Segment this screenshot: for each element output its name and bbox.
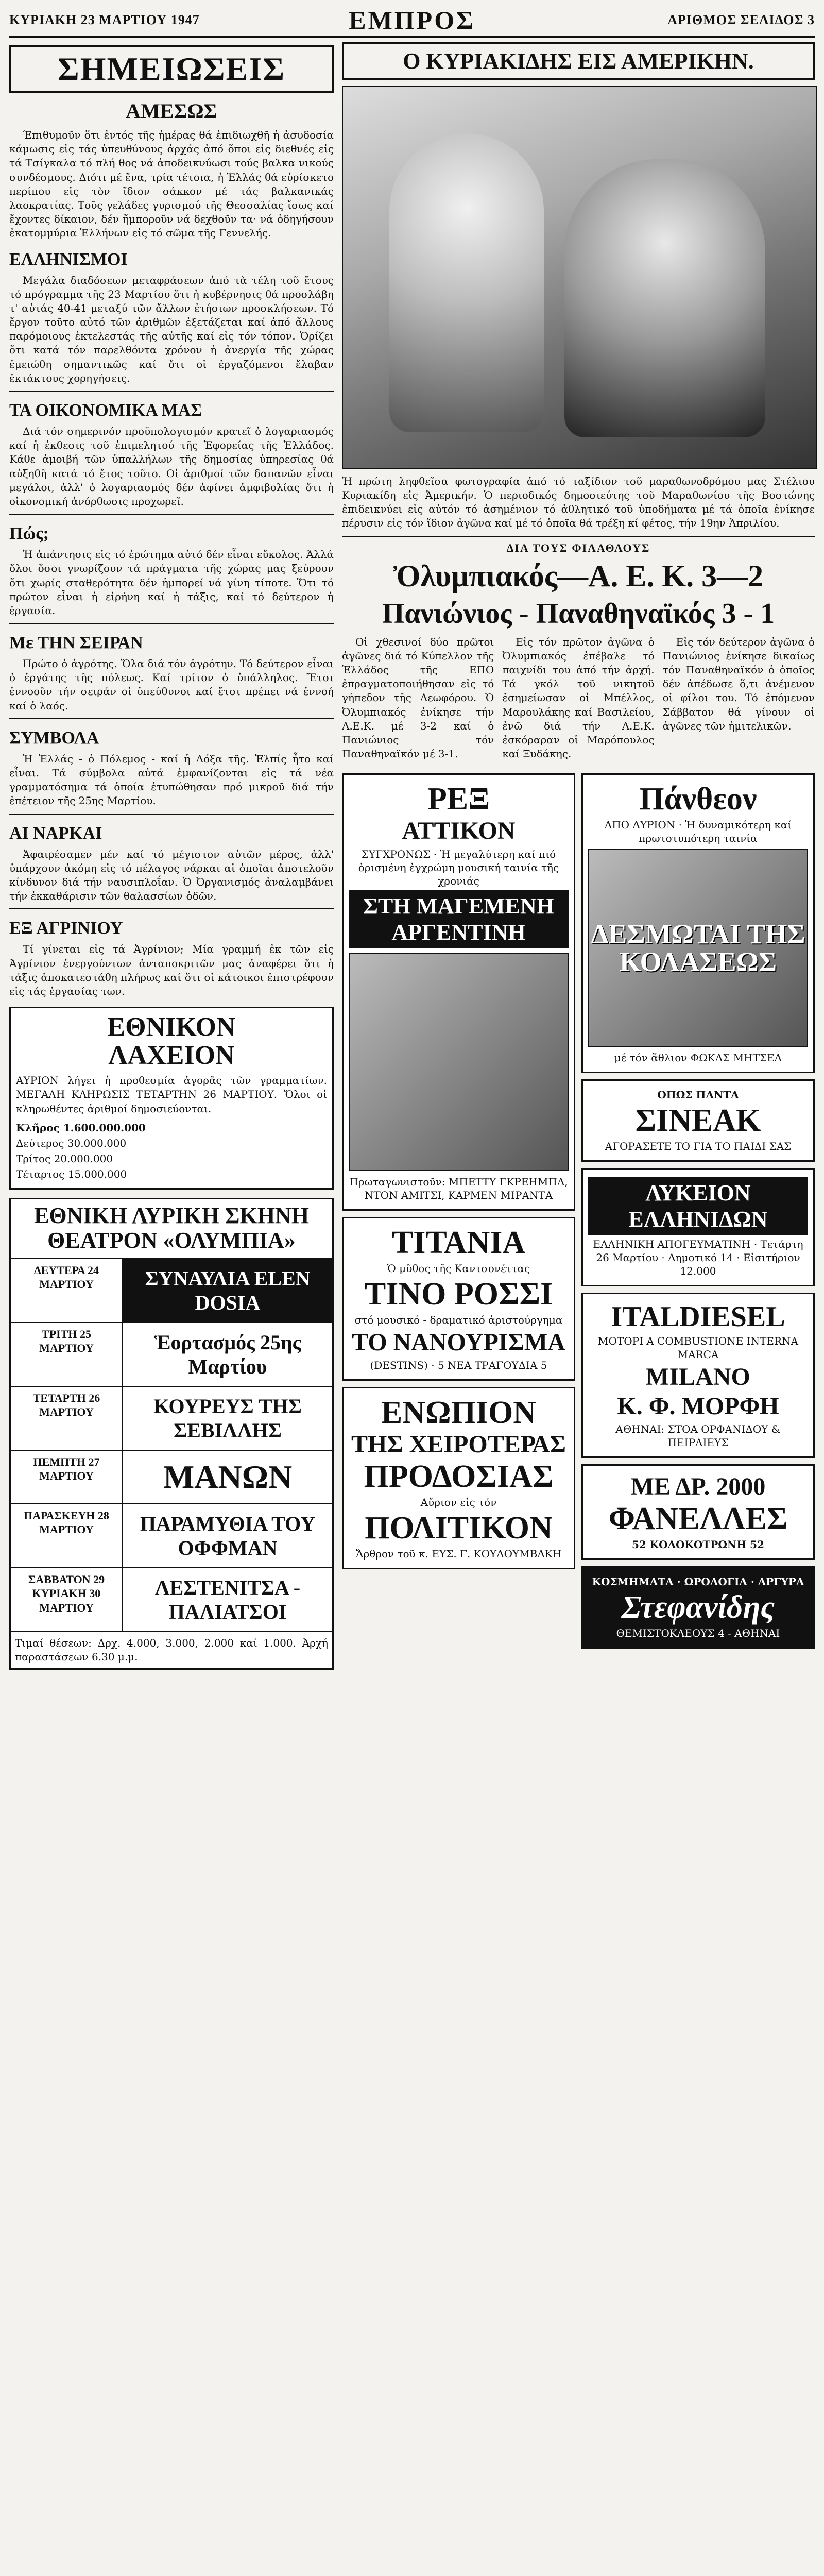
morphi-title: Κ. Φ. ΜΟΡΦΗ xyxy=(617,1392,779,1420)
note-text: Ἡ Ἑλλάς - ὁ Πόλεμος - καί ἡ Δόξα τῆς. Ἐλπίς ἦτο καί εἶναι. Τά σύμβολα αὐτά ἐμφανίζονται εἰς τά νέα γραμματόσημα τά ὁποία ἐτυπώθησαν πρό μικροῦ διά τήν ἐπέτειον τῆς 25ης Μαρτίου. xyxy=(9,752,334,807)
schedule-day: ΣΑΒΒΑΤΟΝ 29 ΚΥΡΙΑΚΗ 30 ΜΑΡΤΙΟΥ xyxy=(11,1568,123,1631)
titania-cinema-ad xyxy=(342,1217,575,1381)
opera-title: ΕΘΝΙΚΗ ΛΥΡΙΚΗ ΣΚΗΝΗ ΘΕΑΤΡΟΝ «ΟΛΥΜΠΙΑ» xyxy=(11,1199,332,1259)
italdiesel-title: ITALDIESEL xyxy=(611,1301,785,1333)
desmotai-title: ΔΕΣΜΩΤΑΙ ΤΗΣ ΚΟΛΑΣΕΩΣ xyxy=(591,919,805,978)
enosi-t3: ΠΡΟΔΟΣΙΑΣ xyxy=(364,1459,554,1495)
jewel-title: ΚΟΣΜΗΜΑΤΑ · ΩΡΟΛΟΓΙΑ · ΑΡΓΥΡΑ xyxy=(592,1575,804,1588)
tino-sub: στό μουσικό - δραματικό ἀριστούργημα xyxy=(354,1313,563,1326)
flannel-title: ΦΑΝΕΛΛΕΣ xyxy=(608,1501,788,1537)
enosi-t1: ΕΝΩΠΙΟΝ xyxy=(381,1395,537,1431)
note-heading: ΕΞ ΑΓΡΙΝΙΟΥ xyxy=(9,919,123,938)
schedule-row xyxy=(11,1504,332,1568)
jewel-brand: Στεφανίδης xyxy=(621,1590,775,1625)
ads-column-left xyxy=(342,773,575,1649)
photo-caption: Ἡ πρώτη ληφθεῖσα φωτογραφία ἀπό τό ταξίδιον τοῦ μαραθωνοδρόμου μας Στέλιου Κυριακίδη εἰς Ἀμερικήν. Ὁ περιοδικός δημοσιεύτης τοῦ Μαραθωνίου τῆς Βοστώνης ἐπιδεικνύει εἰς αὐτόν τό ἀσημένιον τό ἀθλητικό τοῦ ὑποδήματα μέ τά ὁποῖα ἐνίκησε πέρυσιν εἰς τόν ἴδιον ἀγῶνα καί μέ τό ὁποῖα θά τρέξη κί φέτος, τήν 19ην Ἀπριλίου. xyxy=(342,475,815,529)
schedule-day: ΤΡΙΤΗ 25 ΜΑΡΤΙΟΥ xyxy=(11,1323,123,1386)
enosi-t6: Ἄρθρον τοῦ κ. ΕΥΣ. Γ. ΚΟΥΛΟΥΜΒΑΚΗ xyxy=(355,1548,562,1561)
italdiesel-ad xyxy=(581,1293,815,1458)
schedule-day: ΤΕΤΑΡΤΗ 26 ΜΑΡΤΙΟΥ xyxy=(11,1387,123,1450)
opera-footer: Τιμαί θέσεων: Δρχ. 4.000, 3.000, 2.000 καί 1.000. Ἀρχή παραστάσεων 6.30 μ.μ. xyxy=(15,1636,328,1663)
rex-sub: ΑΤΤΙΚΟΝ xyxy=(402,817,516,845)
divider xyxy=(9,908,334,909)
masthead: ΕΜΠΡΟΣ xyxy=(349,6,475,35)
schedule-work: ΚΟΥΡΕΥΣ ΤΗΣ ΣΕΒΙΛΛΗΣ xyxy=(153,1394,302,1442)
sineak-ad xyxy=(581,1079,815,1162)
schedule-day: ΠΑΡΑΣΚΕΥΗ 28 ΜΑΡΤΙΟΥ xyxy=(11,1504,123,1567)
enosi-t4: Αὔριον εἰς τόν xyxy=(420,1496,497,1509)
opera-schedule xyxy=(9,1198,334,1670)
sport-headline: Πανιώνιος - Παναθηναϊκός 3 - 1 xyxy=(382,598,775,630)
schedule-work: Ἑορτασμός 25ης Μαρτίου xyxy=(154,1330,301,1378)
sineak-top: ΟΠΩΣ ΠΑΝΤΑ xyxy=(657,1089,739,1101)
flannel-ad xyxy=(581,1464,815,1560)
jewel-addr: ΘΕΜΙΣΤΟΚΛΕΟΥΣ 4 - ΑΘΗΝΑΙ xyxy=(616,1627,780,1640)
rex-title: ΡΕΞ xyxy=(427,782,490,817)
photo-figure xyxy=(389,133,544,432)
photo-figure xyxy=(564,159,765,437)
sport-text: Οἱ χθεσινοί δύο πρῶτοι ἀγῶνες διά τό Κύπελλον τῆς Ἑλλάδος τῆς ΕΠΟ ἐπραγματοποιήθησαν εἰς τό γήπεδον τῆς Λεωφόρου. Ὁ Ὀλυμπιακός ἐνίκησε τήν Α.Ε.Κ. μέ 3-2 καί ὁ Πανιώνιος τόν Παναθηναϊκόν μέ 3-1. xyxy=(342,635,494,760)
lottery-ad xyxy=(9,1007,334,1190)
lottery-title-2: ΛΑΧΕΙΟΝ xyxy=(108,1040,235,1070)
lykeion-title: ΛΥΚΕΙΟΝ ΕΛΛΗΝΙΔΩΝ xyxy=(588,1177,808,1235)
note-text: Διά τόν σημερινόν προϋπολογισμόν κρατεῖ ὁ λογαριασμός καί ἡ ἐκθεσις τοῦ ἐπιμελητού τῆς Ἐφορείας τῆς Ἑλλάδος. Κάθε ἀμοιβή τῶν ὑπαλλήλων τῆς δημοσίας ὑπηρεσίας θά αὐξηθῆ κατά τό ἔτος τοῦτο. Οἱ ἀριθμοί τῶν δαπανῶν εἶναι μεγάλοι, ἀλλ' ὁ λογαριασμός δέν ἀφίνει ἀμφιβολίας ὅτι ἡ οἰκονομική ἀνόρθωσις προχωρεῖ. xyxy=(9,425,334,507)
jewel-ad xyxy=(581,1566,815,1649)
notes-column xyxy=(9,42,334,1670)
schedule-row xyxy=(11,1568,332,1632)
note-heading: ΤΑ ΟΙΚΟΝΟΜΙΚΑ ΜΑΣ xyxy=(9,401,202,420)
morphi-sub: ΑΘΗΝΑΙ: ΣΤΟΑ ΟΡΦΑΝΙΔΟΥ & ΠΕΙΡΑΙΕΥΣ xyxy=(615,1423,781,1449)
rex-cinema-ad xyxy=(342,773,575,1210)
schedule-row xyxy=(11,1259,332,1323)
pantheon-title: Πάνθεον xyxy=(639,782,757,817)
lykeion-sub: ΕΛΛΗΝΙΚΗ ΑΠΟΓΕΥΜΑΤΙΝΗ · Τετάρτη 26 Μαρτίου · Δημοτικό 14 · Εἰσιτήριον 12.000 xyxy=(593,1238,803,1278)
lottery-text: ΑΥΡΙΟΝ λήγει ἡ προθεσμία ἀγορᾶς τῶν γραμματίων. ΜΕΓΑΛΗ ΚΛΗΡΩΣΙΣ ΤΕΤΑΡΤΗΝ 26 ΜΑΡΤΙΟΥ. Ὅλοι οἱ κληρωθέντες ἀριθμοί δημοσιεύονται. xyxy=(16,1074,327,1115)
nanourisma-title: ΤΟ ΝΑΝΟΥΡΙΣΜΑ xyxy=(352,1328,565,1356)
lottery-prize: Τρίτος 20.000.000 xyxy=(16,1152,113,1165)
photo-headline: Ο ΚΥΡΙΑΚΙΔΗΣ ΕΙΣ ΑΜΕΡΙΚΗΝ. xyxy=(342,42,815,80)
rex-photo xyxy=(349,953,569,1171)
schedule-row xyxy=(11,1387,332,1451)
sport-kicker: ΔΙΑ ΤΟΥΣ ΦΙΛΑΘΛΟΥΣ xyxy=(506,541,650,554)
sport-article xyxy=(342,635,815,767)
rex-cast: Πρωταγωνιστοῦν: ΜΠΕΤΤΥ ΓΚΡΕΗΜΠΛ, ΝΤΟΝ ΑΜΙΤΣΙ, ΚΑΡΜΕΝ ΜΙΡΑΝΤΑ xyxy=(349,1175,568,1201)
flannel-price: ΜΕ ΔΡ. 2000 xyxy=(630,1473,766,1501)
divider xyxy=(342,536,815,537)
note-text: Ἀφαιρέσαμεν μέν καί τό μέγιστον αὐτῶν μέρος, ἀλλ' ὑπάρχουν ἀκόμη εἰς τό πέλαγος νάρκαι αἱ ὁποῖαι ἀποτελοῦν κίνδυνον διά τήν ναυσιπλοΐαν. Ὁ Ὀργανισμός ἀναλαμβάνει τήν ἐκκαθάρισιν τῶν θαλασσίων ὁδῶν. xyxy=(9,848,334,903)
rex-text: ΣΥΓΧΡΟΝΩΣ · Ἡ μεγαλύτερη καί πιό ὀρισμένη ἐγχρώμη μουσική ταινία τῆς χρονιάς xyxy=(358,848,559,887)
note-heading: ΕΛΛΗΝΙΣΜΟΙ xyxy=(9,249,128,269)
note-text: Πρώτο ὁ ἀγρότης. Ὅλα διά τόν ἀγρότην. Τό δεύτερον εἶναι ὁ ἐργάτης τῆς πόλεως. Καί τρίτον ὁ ὑπάλληλος. Ἔτσι ἐννοοῦν τήν σειράν οἱ ὑπεύθυνοι καί ἔτσι πρέπει νά ἐννοή καί ὁ λαός. xyxy=(9,657,334,712)
news-photo xyxy=(342,86,817,469)
note-heading: ΣΥΜΒΟΛΑ xyxy=(9,728,99,748)
divider xyxy=(9,391,334,392)
divider xyxy=(9,814,334,815)
schedule-day: ΠΕΜΠΤΗ 27 ΜΑΡΤΙΟΥ xyxy=(11,1451,123,1503)
note-text: Τί γίνεται εἰς τά Ἀγρίνιον; Μία γραμμή ἐκ τῶν εἰς Ἀγρίνιον ἐνεργούντων ἀνταποκριτῶν μας ἀναφέρει ὅτι ἡ τάξις ἀποκατεστάθη πλήρως καί ὅτι οἱ κάτοικοι ἐπιστρέφουν εἰς τάς ἐργασίας των. xyxy=(9,943,334,997)
page-header xyxy=(9,5,815,38)
pantheon-poster xyxy=(588,849,808,1047)
note-text: Μεγάλα διαδόσεων μεταφράσεων ἀπό τὰ τέλη τοῦ ἔτους τό πρόγραμμα τῆς 23 Μαρτίου ὅτι ἡ κυβέρνησις θά προσλάβη τ' αὐτάς 40-41 μεταξύ τῶν ἄλλων ἐτήσιων προσκλήσεων. Τό ἔργον τοῦτο αὐτό τῶν ἀριθμῶν ἐξετάζεται καί ἀπό ἄλλους παρόμοιους ἐκτελεστάς τῆς αὐτῆς καί εἰς τόν τόπον. Ὁρίζει ὅτι κατά τόν παρελθόντα χρόνον ἡ ἀνεργία τῆς χώρας ἐμειώθη σημαντικῶς καί ὅτι οἱ ἐργαζόμενοι ἔλαβαν ἐκτάκτους χορηγήσεις. xyxy=(9,274,334,384)
ads-area xyxy=(342,773,815,1649)
schedule-row xyxy=(11,1323,332,1387)
page-number: ΑΡΙΘΜΟΣ ΣΕΛΙΔΟΣ 3 xyxy=(667,12,815,27)
flannel-addr: 52 ΚΟΛΟΚΟΤΡΩΝΗ 52 xyxy=(631,1538,765,1551)
sport-text: Εἰς τόν πρῶτον ἀγῶνα ὁ Ὀλυμπιακός ἐπέβαλε τό παιχνίδι του ἀπό τήν ἀρχή. Τά γκόλ τοῦ νικητοῦ ἐσημείωσαν οἱ Μπέλλος, Μαρουλάκης καί Βασιλείου, ἐνῶ διά τήν Α.Ε.Κ. ἐσκόραραν οἱ Μαρόπουλος καί Ξυδάκης. xyxy=(502,635,655,760)
pantheon-sub: ΑΠΟ ΑΥΡΙΟΝ · Ἡ δυναμικότερη καί πρωτοτυπότερη ταινία xyxy=(604,819,792,845)
issue-date: ΚΥΡΙΑΚΗ 23 ΜΑΡΤΙΟΥ 1947 xyxy=(9,12,200,27)
pantheon-cast: μέ τόν ἄθλιον ΦΩΚΑΣ ΜΗΤΣΕΑ xyxy=(614,1052,782,1064)
schedule-work: ΣΥΝΑΥΛΙΑ ELEN DOSIA xyxy=(123,1259,332,1322)
titania-sub: Ὁ μῦθος τῆς Καντσονέττας xyxy=(387,1262,530,1275)
divider xyxy=(9,623,334,624)
lottery-prize: Τέταρτος 15.000.000 xyxy=(16,1167,127,1180)
lottery-title-1: ΕΘΝΙΚΟΝ xyxy=(107,1012,236,1042)
rex-film: ΣΤΗ ΜΑΓΕΜΕΝΗ ΑΡΓΕΝΤΙΝΗ xyxy=(349,890,569,948)
ads-column-right xyxy=(581,773,815,1649)
pantheon-cinema-ad xyxy=(581,773,815,1073)
sport-text: Εἰς τόν δεύτερον ἀγῶνα ὁ Πανιώνιος ἐνίκησε δικαίως τόν Παναθηναϊκόν ὁ ὁποῖος δέν ἀπέδωσε ὅ,τι ἀνέμενον οἱ φίλοι του. Τό ἐπόμενον Σάββατον θά γίνουν οἱ ἀγῶνες τῶν ἡμιτελικῶν. xyxy=(662,635,815,732)
enosi-t5: ΠΟΛΙΤΙΚΟΝ xyxy=(365,1511,553,1546)
schedule-work: ΛΕΣΤΕΝΙΤΣΑ - ΠΑΛΙΑΤΣΟΙ xyxy=(154,1575,301,1623)
lykeion-ad xyxy=(581,1168,815,1286)
sineak-sub: ΑΓΟΡΑΣΕΤΕ ΤΟ ΓΙΑ ΤΟ ΠΑΙΔΙ ΣΑΣ xyxy=(605,1140,792,1153)
titania-title: ΤΙΤΑΝΙΑ xyxy=(391,1225,526,1260)
section-title: ΣΗΜΕΙΩΣΕΙΣ xyxy=(9,45,334,93)
divider xyxy=(9,718,334,719)
tino-rossi: ΤΙΝΟ ΡΟΣΣΙ xyxy=(364,1276,553,1312)
note-heading: ΑΙ ΝΑΡΚΑΙ xyxy=(9,823,102,843)
politikon-ad xyxy=(342,1387,575,1569)
schedule-row xyxy=(11,1451,332,1504)
nanourisma-sub: (DESTINS) · 5 ΝΕΑ ΤΡΑΓΟΥΔΙΑ 5 xyxy=(370,1359,547,1372)
sport-headline: Ὀλυμπιακός—Α. Ε. Κ. 3—2 xyxy=(393,559,764,593)
amesos-heading: ΑΜΕΣΩΣ xyxy=(126,99,217,123)
note-heading: Πώς; xyxy=(9,524,49,544)
sineak-title: ΣΙΝΕΑΚ xyxy=(635,1103,761,1139)
schedule-work: ΠΑΡΑΜΥΘΙΑ ΤΟΥ ΟΦΦΜΑΝ xyxy=(140,1512,316,1560)
enosi-t2: ΤΗΣ ΧΕΙΡΟΤΕΡΑΣ xyxy=(351,1431,566,1459)
milano-title: MILANO xyxy=(646,1363,750,1391)
lottery-prize: Κλῆρος 1.600.000.000 xyxy=(16,1121,146,1134)
italdiesel-sub: ΜΟΤΟΡΙ A COMBUSTIONE INTERNA MARCA xyxy=(598,1335,798,1361)
schedule-day: ΔΕΥΤΕΡΑ 24 ΜΑΡΤΙΟΥ xyxy=(11,1259,123,1322)
schedule-work: ΜΑΝΩΝ xyxy=(163,1458,293,1495)
main-column xyxy=(342,42,815,1649)
divider xyxy=(9,514,334,515)
note-text: Ἡ ἀπάντησις εἰς τό ἐρώτημα αὐτό δέν εἶναι εὔκολος. Ἀλλά ὅλοι ὅσοι γνωρίζουν τά πράγματα τῆς χώρας μας ξεύρουν ὅτι χωρίς σταθερότητα δέν ἡμπορεί νά γίνη τίποτε. Ὅτι τό πρώτον εἶναι ἡ εἰρήνη καί ἡ τάξις, καί τό δεύτερον ἡ ἐργασία. xyxy=(9,548,334,617)
note-heading: Με ΤΗΝ ΣΕΙΡΑΝ xyxy=(9,633,143,653)
amesos-text: Έπιθυμοῦν ὅτι ἐντός τῆς ἡμέρας θά ἐπιδιωχθῆ ἡ ἀσυδοσία κάμωσις εἰς τάς ὑπευθύνους ἀρχάς ἀπό ὅποι εἰς διεθνές εἰς τά Τσίγκαλα τό πλή θος νά ἀποδεικνύωσι τούς βαλκα νικούς συνδέσμους. Διότι μέ ἔνα, τρία τέτοια, ἡ Ἑλλάς θά εὑρίσκετο περίπου εἰς τὸν ἴδιον σάκκον μέ τάς βαλκανικάς λαοκρατίας. Τοῦς γελάδες γυρισμού τῆς Θεσσαλίας ἴσως καί ἔχοντες δίκαιον, δέν ἤμποροῦν νά δεχθοῦν τα· νά ὁδηγήσουν ἐκατομμύρια Ἑλλήνων εἰς τό σῶμα τῆς Γεννελής. xyxy=(9,129,334,240)
lottery-prize: Δεύτερος 30.000.000 xyxy=(16,1137,127,1149)
